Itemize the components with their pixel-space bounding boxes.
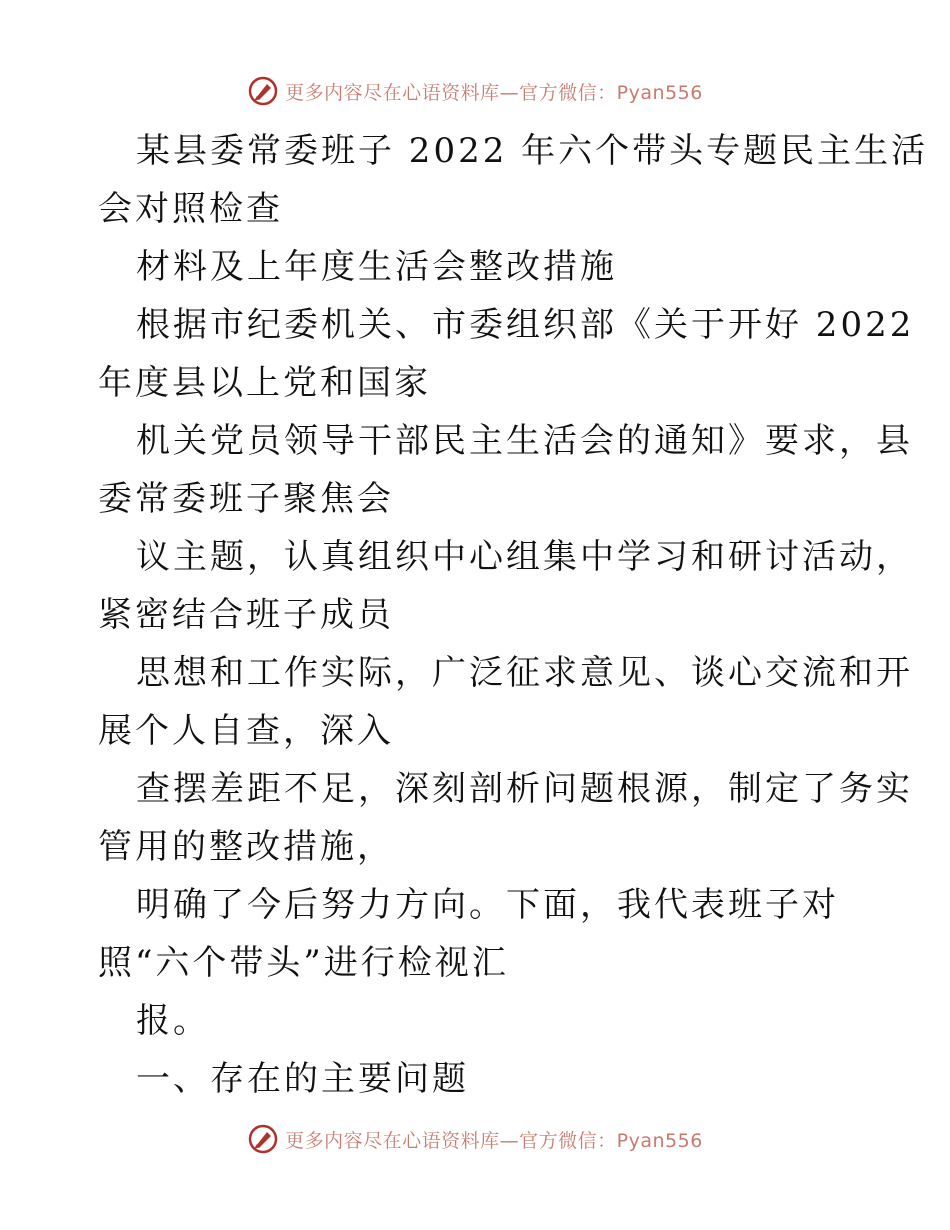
paragraph-line: 查摆差距不足，深刻剖析问题根源，制定了务实	[136, 769, 913, 809]
paragraph-line: 明确了今后努力方向。下面，我代表班子对	[136, 885, 839, 925]
subtitle-line: 材料及上年度生活会整改措施	[136, 247, 617, 287]
paragraph-line: 根据市纪委机关、市委组织部《关于开好 2022	[136, 305, 915, 345]
paragraph-line: 报。	[136, 1001, 210, 1041]
paragraph-line: 议主题，认真组织中心组集中学习和研讨活动，	[136, 537, 913, 577]
title-line-2: 会对照检查	[98, 189, 283, 229]
paragraph-line: 照“六个带头”进行检视汇	[98, 943, 509, 983]
document-body	[98, 122, 929, 1108]
paragraph-line: 管用的整改措施，	[98, 827, 394, 867]
paragraph-line: 思想和工作实际，广泛征求意见、谈心交流和开	[136, 653, 913, 693]
footer-banner-text: 更多内容尽在心语资料库—官方微信：Pyan556	[285, 1129, 703, 1152]
paragraph-line: 委常委班子聚焦会	[98, 479, 394, 519]
paragraph-line: 展个人自查，深入	[98, 711, 394, 751]
paragraph-line: 紧密结合班子成员	[98, 595, 394, 635]
pen-nib-icon	[247, 75, 279, 107]
title-line-1: 某县委常委班子 2022 年六个带头专题民主生活	[136, 131, 929, 171]
header-banner	[0, 71, 950, 111]
paragraph-line: 年度县以上党和国家	[98, 363, 431, 403]
pen-nib-icon	[247, 1123, 279, 1155]
header-banner-text: 更多内容尽在心语资料库—官方微信：Pyan556	[285, 81, 703, 104]
section-heading: 一、存在的主要问题	[136, 1059, 469, 1099]
paragraph-line: 机关党员领导干部民主生活会的通知》要求，县	[136, 421, 913, 461]
footer-banner	[0, 1119, 950, 1159]
